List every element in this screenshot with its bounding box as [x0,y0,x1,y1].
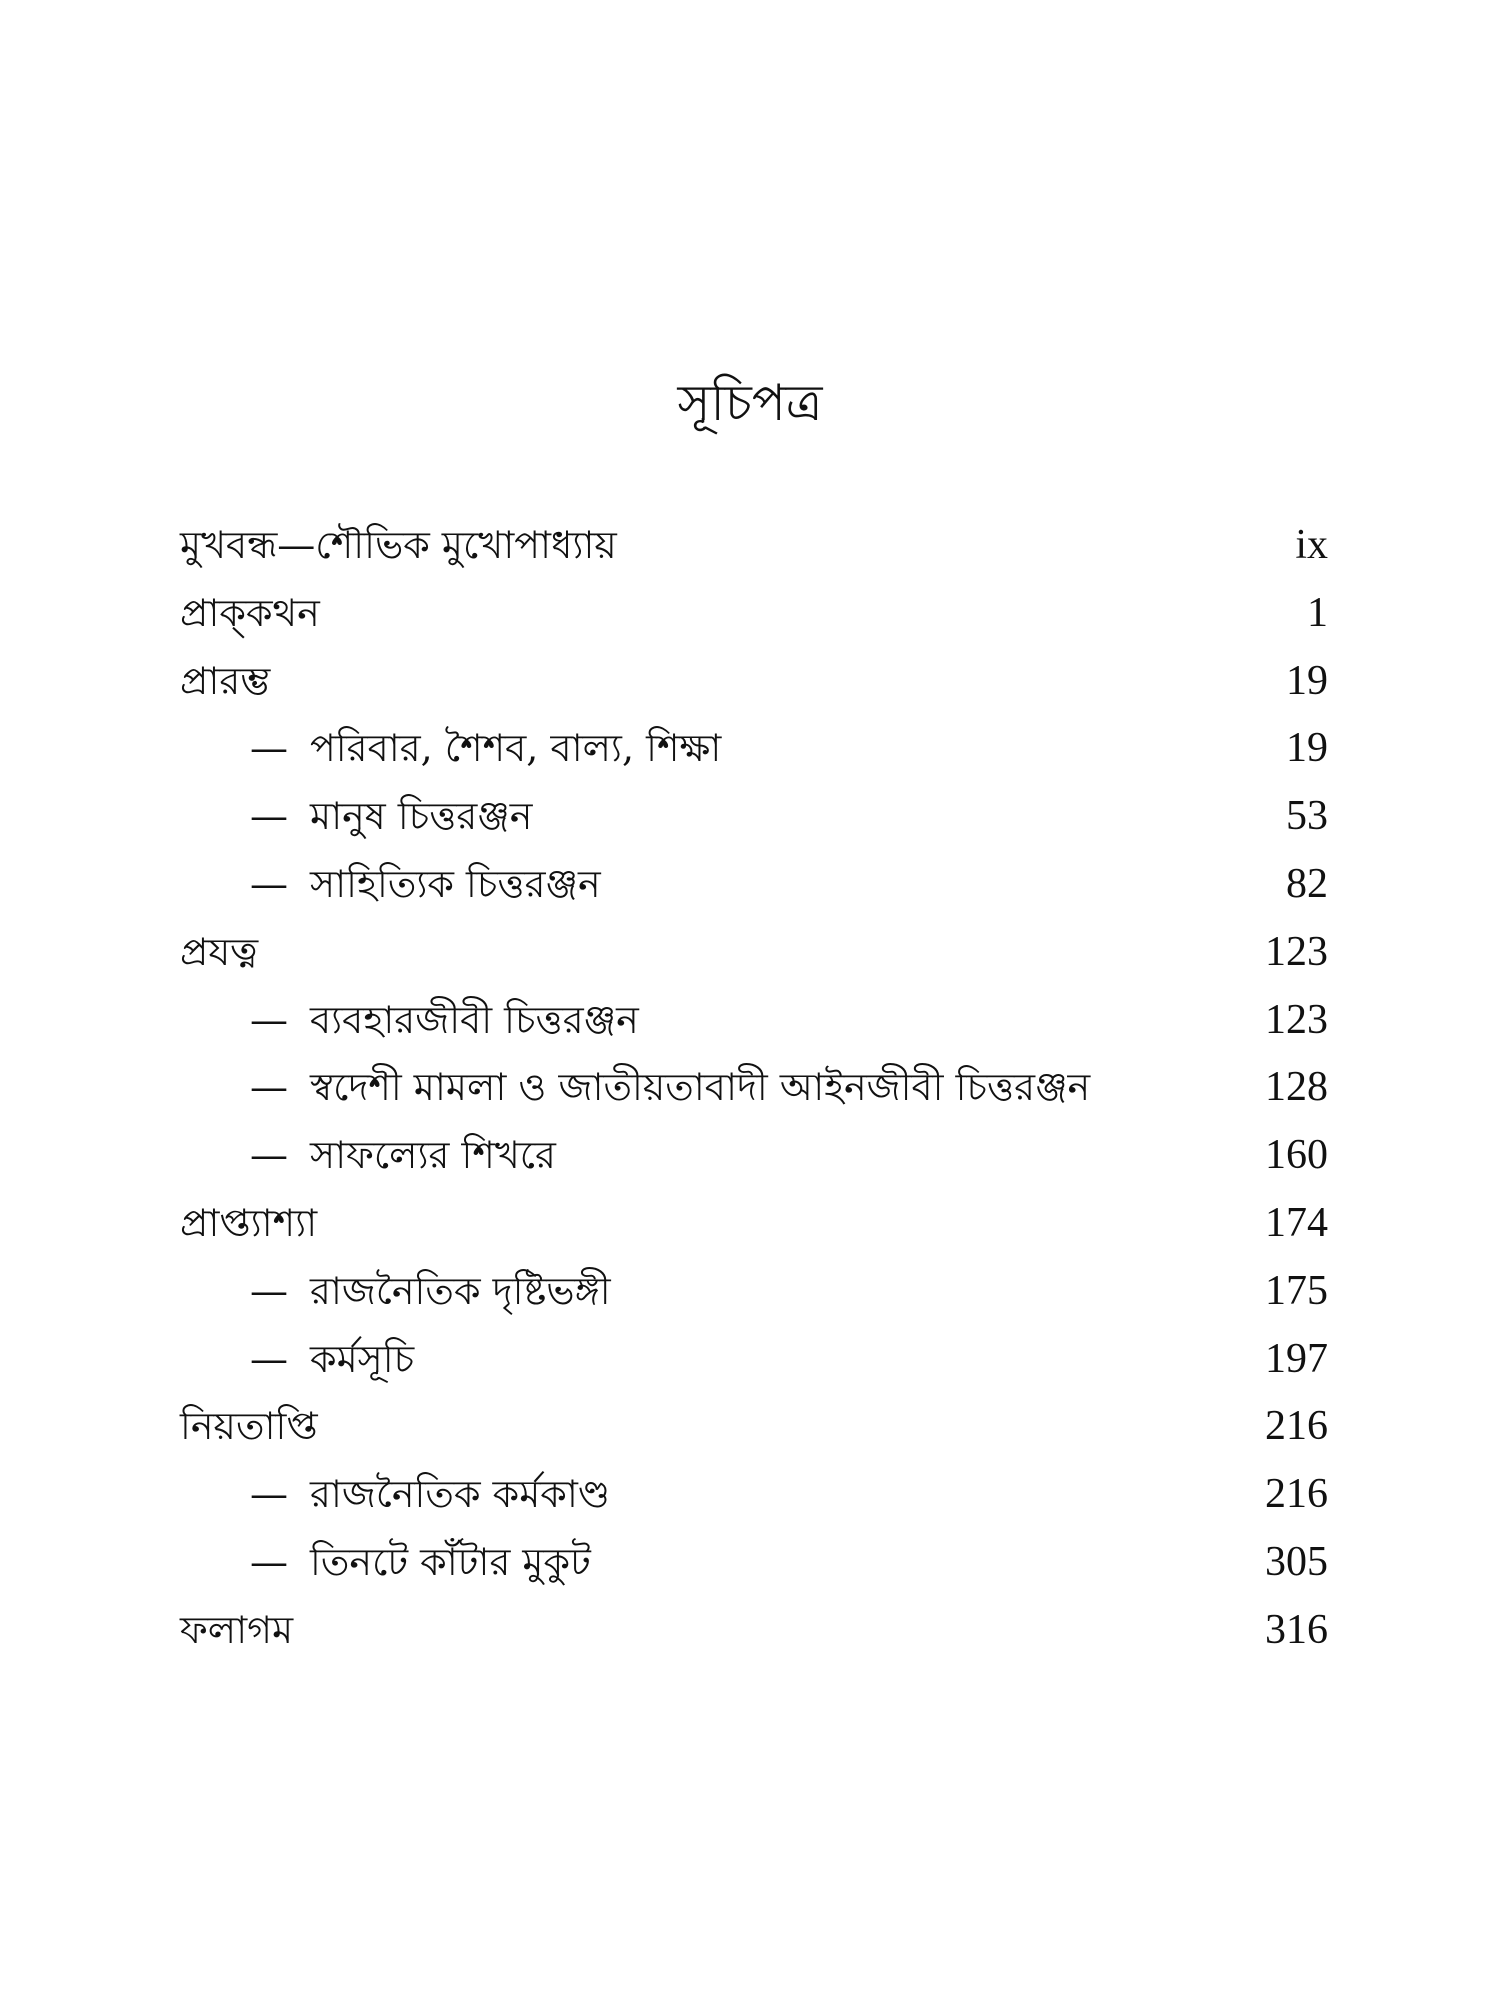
toc-entry-label: মানুষ চিত্তরঞ্জন [310,794,533,839]
toc-entry-label: সাহিত্যিক চিত্তরঞ্জন [310,861,601,906]
entry-dash: — [250,1065,288,1110]
toc-entry-label: স্বদেশী মামলা ও জাতীয়তাবাদী আইনজীবী চিত্তরঞ্জন [310,1065,1091,1110]
toc-page-number: 123 [1265,928,1328,975]
toc-entry-text [180,1326,414,1394]
toc-entry-label: ফলাগম [180,1607,294,1652]
toc-page-number: 216 [1265,1403,1328,1450]
toc-page-number: 19 [1286,725,1328,772]
toc-entry-text [180,987,639,1055]
toc-entry-label: নিয়তাপ্তি [180,1404,318,1449]
toc-entry [180,512,1328,580]
toc-page-number: 82 [1286,860,1328,907]
toc-page-number: 128 [1265,1064,1328,1111]
toc-entry-label: রাজনৈতিক কর্মকাণ্ড [310,1472,611,1517]
toc-entry-text [180,512,617,580]
toc-entry-text [180,1529,591,1597]
toc-entry-text [180,648,270,716]
entry-dash: — [250,997,288,1042]
toc-entry [180,648,1328,716]
toc-page-number: 216 [1265,1471,1328,1518]
toc-entry-text [180,1190,317,1258]
toc-entry-label: তিনটে কাঁটার মুকুট [310,1539,591,1584]
toc-page-number: 123 [1265,996,1328,1043]
entry-dash: — [250,1472,288,1517]
toc-page-number: 160 [1265,1132,1328,1179]
toc-page-number: 197 [1265,1335,1328,1382]
toc-page-number: 316 [1265,1606,1328,1653]
toc-subentry [180,1326,1328,1394]
toc-entry-label: প্রাক্‌কথন [180,590,320,635]
table-of-contents [180,512,1328,1665]
toc-subentry [180,783,1328,851]
toc-subentry [180,987,1328,1055]
toc-entry-text [180,1597,293,1665]
toc-subentry [180,1054,1328,1122]
toc-entry-label: মুখবন্ধ—শৌভিক মুখোপাধ্যায় [180,523,617,567]
toc-subentry [180,1258,1328,1326]
toc-entry-text [180,783,532,851]
toc-entry-text [180,1122,556,1190]
toc-entry [180,580,1328,648]
toc-entry-label: পরিবার, শৈশব, বাল্য, শিক্ষা [310,726,722,771]
toc-entry-text [180,1054,1090,1122]
entry-dash: — [250,861,288,906]
toc-entry-text [180,1258,611,1326]
toc-entry [180,1393,1328,1461]
entry-dash: — [250,1539,288,1584]
toc-entry-label: ব্যবহারজীবী চিত্তরঞ্জন [310,997,639,1042]
toc-entry-label: প্রারম্ভ [180,658,271,703]
toc-entry [180,1190,1328,1258]
entry-dash: — [250,726,288,771]
toc-subentry [180,1461,1328,1529]
toc-subentry [180,1122,1328,1190]
toc-page-number: 1 [1307,589,1328,636]
toc-page-number: 305 [1265,1538,1328,1585]
toc-entry-text [180,715,721,783]
toc-subentry [180,715,1328,783]
toc-entry-label: প্রাপ্ত্যাশ্যা [180,1200,318,1245]
toc-entry-text [180,580,320,648]
toc-entry-label: রাজনৈতিক দৃষ্টিভঙ্গী [310,1268,611,1313]
entry-dash: — [250,794,288,839]
entry-dash: — [250,1268,288,1313]
toc-entry [180,919,1328,987]
toc-entry-label: কর্মসূচি [310,1336,415,1381]
toc-entry-text [180,1461,610,1529]
toc-entry [180,1597,1328,1665]
toc-entry-text [180,851,601,919]
toc-page-number: 175 [1265,1267,1328,1314]
toc-subentry [180,851,1328,919]
toc-page-number: 174 [1265,1199,1328,1246]
page-title: সূচিপত্র [677,374,823,432]
toc-page-number: 19 [1286,657,1328,704]
toc-subentry [180,1529,1328,1597]
toc-page-number: ix [1295,522,1328,568]
entry-dash: — [250,1133,288,1178]
toc-entry-label: সাফল্যের শিখরে [310,1133,556,1178]
toc-entry-label: প্রযত্ন [180,929,259,974]
toc-page-number: 53 [1286,793,1328,840]
toc-entry-text [180,919,258,987]
entry-dash: — [250,1336,288,1381]
toc-entry-text [180,1393,318,1461]
